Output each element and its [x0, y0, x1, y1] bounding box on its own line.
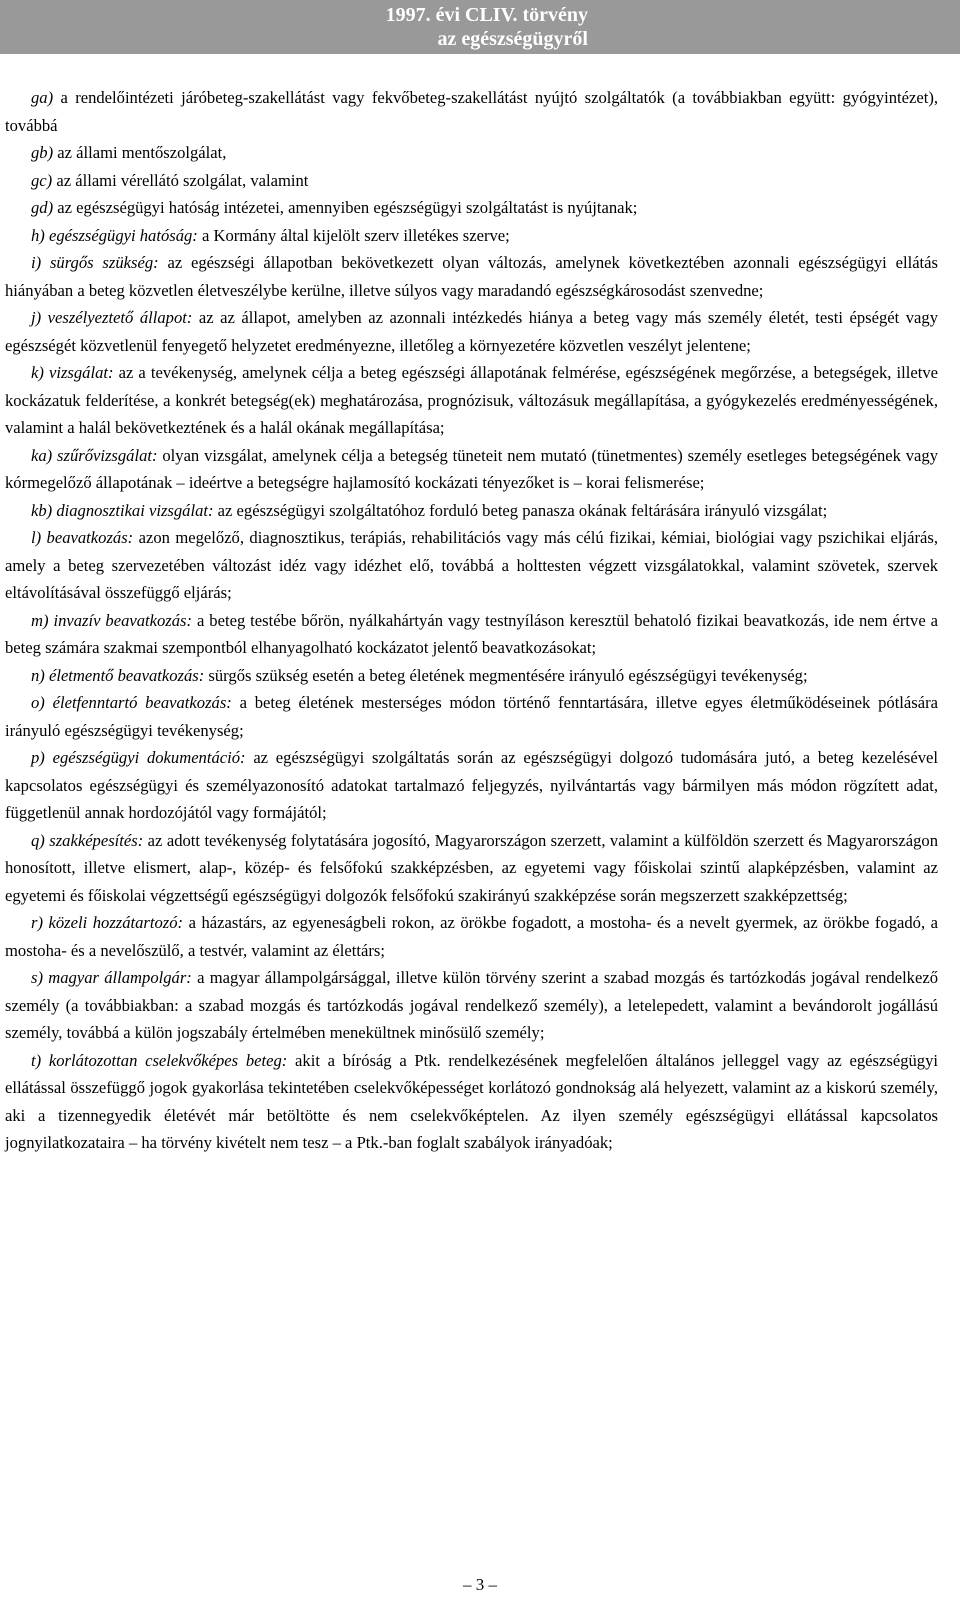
- definition-paragraph: [5, 442, 938, 497]
- definition-paragraph: [5, 689, 938, 744]
- definition-term: i) sürgős szükség:: [31, 253, 159, 272]
- definition-term: s) magyar állampolgár:: [31, 968, 192, 987]
- definition-text: az egészségügyi szolgáltatás során az egészségügyi dolgozó tudomására jutó, a beteg kezelésével kapcsolatos egészségügyi és személyazonosító adatokat tartalmazó feljegyzés, nyilvántartás vagy bármilyen más módon rögzített adat, függetlenül annak hordozójától vagy formájától;: [5, 748, 938, 822]
- definition-text: az egészségi állapotban bekövetkezett olyan változás, amelynek következtében azonnali egészségügyi ellátás hiányában a beteg közvetlen életveszélybe kerülne, illetve súlyos vagy maradandó egészségkárosodást szenvedne;: [5, 253, 938, 300]
- definition-term: k) vizsgálat:: [31, 363, 114, 382]
- header-law-subtitle: az egészségügyről: [437, 28, 588, 50]
- definition-paragraph: [5, 497, 938, 525]
- definition-text: az állami vérellátó szolgálat, valamint: [52, 170, 309, 190]
- definition-text: olyan vizsgálat, amelynek célja a betegség tüneteit nem mutató (tünetmentes) személy esetleges betegségének vagy kórmegelőző állapotának – ideértve a betegségre hajlamosító kockázati tényezőket is – korai felismerése;: [5, 445, 938, 492]
- definition-paragraph: [5, 194, 938, 222]
- definition-paragraph: [5, 662, 938, 690]
- definition-term: o) életfenntartó beavatkozás:: [31, 693, 232, 712]
- definition-paragraph: [5, 84, 938, 139]
- definition-paragraph: [5, 524, 938, 607]
- definition-term: q) szakképesítés:: [31, 830, 144, 850]
- page-header: [0, 0, 960, 54]
- definition-text: a rendelőintézeti járóbeteg-szakellátást vagy fekvőbeteg-szakellátást nyújtó szolgáltatók (a továbbiakban együtt: gyógyintézet), továbbá: [5, 88, 938, 135]
- definition-text: az az állapot, amelyben az azonnali intézkedés hiánya a beteg vagy más személy életét, testi épségét vagy egészségét közvetlenül fenyegető helyzetet eredményezne, illetőleg a környezetére közvetlen veszélyt jelentene;: [5, 308, 938, 355]
- definition-term: t) korlátozottan cselekvőképes beteg:: [31, 1050, 288, 1070]
- definition-paragraph: [5, 139, 938, 167]
- document-body: [5, 84, 938, 1157]
- definition-paragraph: [5, 1047, 938, 1157]
- definition-text: az a tevékenység, amelynek célja a beteg egészségi állapotának felmérése, egészségének megőrzése, a betegségek, illetve kockázatuk felderítése, a konkrét betegség(ek) meghatározása, prognózisuk, változásuk megállapítása, a gyógykezelés eredményességének, valamint a halál bekövetkeztének és a halál okának megállapítása;: [5, 363, 938, 437]
- definition-term: n) életmentő beavatkozás:: [31, 665, 205, 685]
- definition-term: gd): [31, 198, 54, 217]
- definition-term: kb) diagnosztikai vizsgálat:: [31, 500, 214, 520]
- definition-paragraph: [5, 827, 938, 910]
- definition-term: ga): [31, 88, 54, 107]
- definition-term: h) egészségügyi hatóság:: [31, 225, 198, 245]
- definition-text: a beteg testébe bőrön, nyálkahártyán vagy testnyíláson keresztül behatoló fizikai beavatkozás, ide nem értve a beteg számára szakmai szempontból elhanyagolható kockázatot jelentő beavatkozásokat;: [5, 610, 938, 657]
- definition-text: akit a bíróság a Ptk. rendelkezésének megfelelően általános jelleggel vagy az egészségügyi ellátással összefüggő jogok gyakorlása tekintetében cselekvőképességet korlátozó gondnokság alá helyezett, valamint az a kiskorú személy, aki a tizennegyedik életévét már betöltötte és nem cselekvőképtelen. Az ilyen személy egészségügyi ellátással kapcsolatos jognyilatkozataira – ha törvény kivételt nem tesz – a Ptk.-ban foglalt szabályok irányadóak;: [5, 1050, 938, 1152]
- definition-term: l) beavatkozás:: [31, 528, 134, 547]
- definition-term: m) invazív beavatkozás:: [31, 610, 193, 630]
- definition-paragraph: [5, 964, 938, 1047]
- definition-text: az állami mentőszolgálat,: [53, 143, 227, 162]
- definition-term: gb): [31, 143, 54, 162]
- definition-text: a magyar állampolgársággal, illetve külön törvény szerint a szabad mozgás és tartózkodás jogával rendelkező személy (a továbbiakban: a szabad mozgás és tartózkodás jogával rendelkező személy), a letelepedett, valamint a bevándorolt jogállású személy, továbbá a külön jogszabály értelmében menekültnek minősülő személy;: [5, 968, 938, 1042]
- definition-term: j) veszélyeztető állapot:: [31, 308, 193, 327]
- definition-text: az egészségügyi szolgáltatóhoz forduló beteg panasza okának feltárására irányuló vizsgálat;: [213, 500, 828, 520]
- definition-text: a Kormány által kijelölt szerv illetékes szerve;: [197, 225, 510, 245]
- definition-text: az egészségügyi hatóság intézetei, amennyiben egészségügyi szolgáltatást is nyújtanak;: [53, 198, 638, 217]
- definition-paragraph: [5, 304, 938, 359]
- definition-term: p) egészségügyi dokumentáció:: [31, 748, 246, 767]
- definition-text: azon megelőző, diagnosztikus, terápiás, rehabilitációs vagy más célú fizikai, kémiai, biológiai vagy pszichikai eljárás, amely a beteg szervezetében változást idéz vagy idézhet elő, továbbá a holttesten végzett vizsgálatokkal, valamint szövetek, szervek eltávolításával összefüggő eljárás;: [5, 528, 938, 602]
- definition-paragraph: [5, 167, 938, 195]
- definition-paragraph: [5, 222, 938, 250]
- definition-text: sürgős szükség esetén a beteg életének megmentésére irányuló egészségügyi tevékenység;: [204, 665, 808, 685]
- definition-term: ka) szűrővizsgálat:: [31, 445, 158, 465]
- definition-text: a házastárs, az egyeneságbeli rokon, az örökbe fogadott, a mostoha- és a nevelt gyermek, az örökbe fogadó, a mostoha- és a nevelőszülő, a testvér, valamint az élettárs;: [5, 913, 939, 960]
- definition-paragraph: [5, 607, 938, 662]
- definition-paragraph: [5, 909, 938, 964]
- definition-paragraph: [5, 249, 938, 304]
- header-law-title: 1997. évi CLIV. törvény: [385, 4, 588, 26]
- definition-term: gc): [31, 170, 53, 190]
- definition-text: a beteg életének mesterséges módon történő fenntartására, illetve egyes életműködéseinek pótlására irányuló egészségügyi tevékenység;: [5, 693, 938, 740]
- definition-paragraph: [5, 359, 938, 442]
- page-number: – 3 –: [463, 1575, 497, 1594]
- definition-text: az adott tevékenység folytatására jogosító, Magyarországon szerzett, valamint a külföldön szerzett és Magyarországon honosított, illetve elismert, alap-, közép- és felsőfokú szakképzésben, az egyetemi vagy főiskolai szintű alapképzésben, valamint az egyetemi és főiskolai végzettségű egészségügyi dolgozók felsőfokú szakirányú szakképzése során megszerzett szakképzettség;: [5, 830, 938, 905]
- definition-term: r) közeli hozzátartozó:: [31, 913, 184, 932]
- definition-paragraph: [5, 744, 938, 827]
